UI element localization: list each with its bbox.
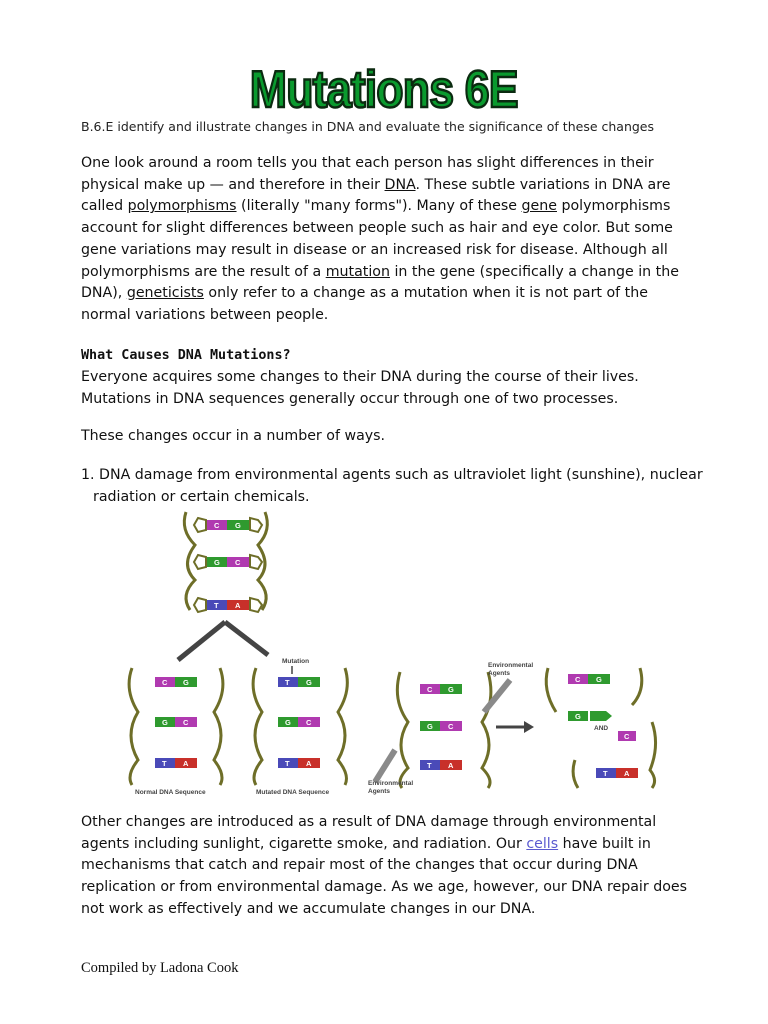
intro-text-1: One look around a room tells you that each person has slight differences in their physical make up — and therefore in their — [81, 155, 654, 193]
link-polymorphisms[interactable]: polymorphisms — [127, 198, 237, 215]
base-label: G — [214, 558, 220, 567]
label-mutated-sequence: Mutated DNA Sequence — [256, 789, 330, 796]
label-env-agents-top-2: Agents — [488, 670, 511, 677]
base-label: C — [306, 718, 312, 727]
list-item-1: 1. DNA damage from environmental agents such as ultraviolet light (sunshine), nuclear radiation or certain chemicals. — [81, 467, 703, 505]
base-label: A — [235, 601, 241, 610]
base-label: G — [306, 678, 312, 687]
base-label: A — [624, 769, 630, 778]
label-env-agents-top: Environmental — [488, 662, 534, 669]
base-label: C — [575, 675, 581, 684]
base-label: T — [427, 761, 432, 770]
base-label: G — [596, 675, 602, 684]
ways-paragraph: These changes occur in a number of ways. — [81, 428, 386, 444]
base-label: C — [162, 678, 168, 687]
base-label: G — [575, 712, 581, 721]
link-gene[interactable]: gene — [521, 198, 557, 215]
base-label: G — [235, 521, 241, 530]
link-mutation[interactable]: mutation — [325, 263, 390, 280]
intro-text-3: (literally "many forms"). Many of these — [236, 198, 522, 215]
other-text-1: Other changes are introduced as a result of DNA damage through environmental agents including sunlight, cigarette smoke, and radiation. Our — [81, 814, 657, 852]
footer-credit: Compiled by Ladona Cook — [81, 960, 239, 976]
label-mutation: Mutation — [282, 658, 310, 665]
dna-mutated-strand — [253, 658, 347, 796]
result-arrow-icon — [496, 721, 534, 733]
base-label: G — [448, 685, 454, 694]
intro-text-4: polymorphisms account for slight differences between people such as hair and eye color. But some gene variations may result in disease or an increased risk for disease. Although all polymorphisms are the result of a — [81, 198, 673, 280]
label-and: AND — [594, 725, 609, 732]
label-env-agents-bottom: Environmental — [368, 780, 414, 787]
other-changes-paragraph — [81, 812, 693, 921]
base-label: C — [214, 521, 220, 530]
link-cells[interactable]: cells — [526, 835, 559, 852]
dna-broken-fragments — [546, 668, 655, 788]
base-block — [590, 711, 612, 721]
dna-normal-strand — [129, 668, 223, 796]
lightning-icon — [375, 750, 395, 782]
intro-text-5: in the gene (specifically a change in the DNA), — [81, 263, 679, 302]
causes-paragraph: Everyone acquires some changes to their DNA during the course of their lives. Mutations in DNA sequences generally occur through one of two processes. — [81, 369, 639, 407]
base-label: A — [448, 761, 454, 770]
link-geneticists[interactable]: geneticists — [126, 285, 204, 302]
link-dna[interactable]: DNA — [384, 176, 416, 193]
base-label: A — [183, 759, 189, 768]
base-label: G — [285, 718, 291, 727]
base-label: G — [427, 722, 433, 731]
lightning-icon — [484, 680, 510, 712]
base-label: T — [214, 601, 219, 610]
dna-top-strand — [184, 512, 267, 612]
base-label: A — [306, 759, 312, 768]
base-label: T — [285, 678, 290, 687]
section-heading: What Causes DNA Mutations? — [81, 348, 291, 363]
base-label: C — [235, 558, 241, 567]
base-label: T — [162, 759, 167, 768]
base-label: G — [183, 678, 189, 687]
base-label: C — [427, 685, 433, 694]
base-label: C — [448, 722, 454, 731]
base-label: G — [162, 718, 168, 727]
objective-text: B.6.E identify and illustrate changes in DNA and evaluate the significance of these changes — [81, 119, 655, 134]
base-label: C — [183, 718, 189, 727]
other-text-2: have built in mechanisms that catch and repair most of the changes that occur during DNA replication or from environmental damage. As we age, however, our DNA repair does not work as effectively and we accumulate changes in our DNA. — [81, 835, 688, 917]
base-label: T — [285, 759, 290, 768]
intro-text-2: . These subtle variations in DNA are called — [81, 176, 671, 215]
intro-text-6: only refer to a change as a mutation when it is not part of the normal variations between people. — [81, 285, 648, 323]
label-normal-sequence: Normal DNA Sequence — [135, 789, 206, 796]
page-title: Mutations 6E — [250, 61, 518, 119]
label-env-agents-bottom-2: Agents — [368, 788, 391, 795]
base-label: T — [603, 769, 608, 778]
base-label: C — [624, 732, 630, 741]
split-arrow-icon — [178, 622, 268, 660]
